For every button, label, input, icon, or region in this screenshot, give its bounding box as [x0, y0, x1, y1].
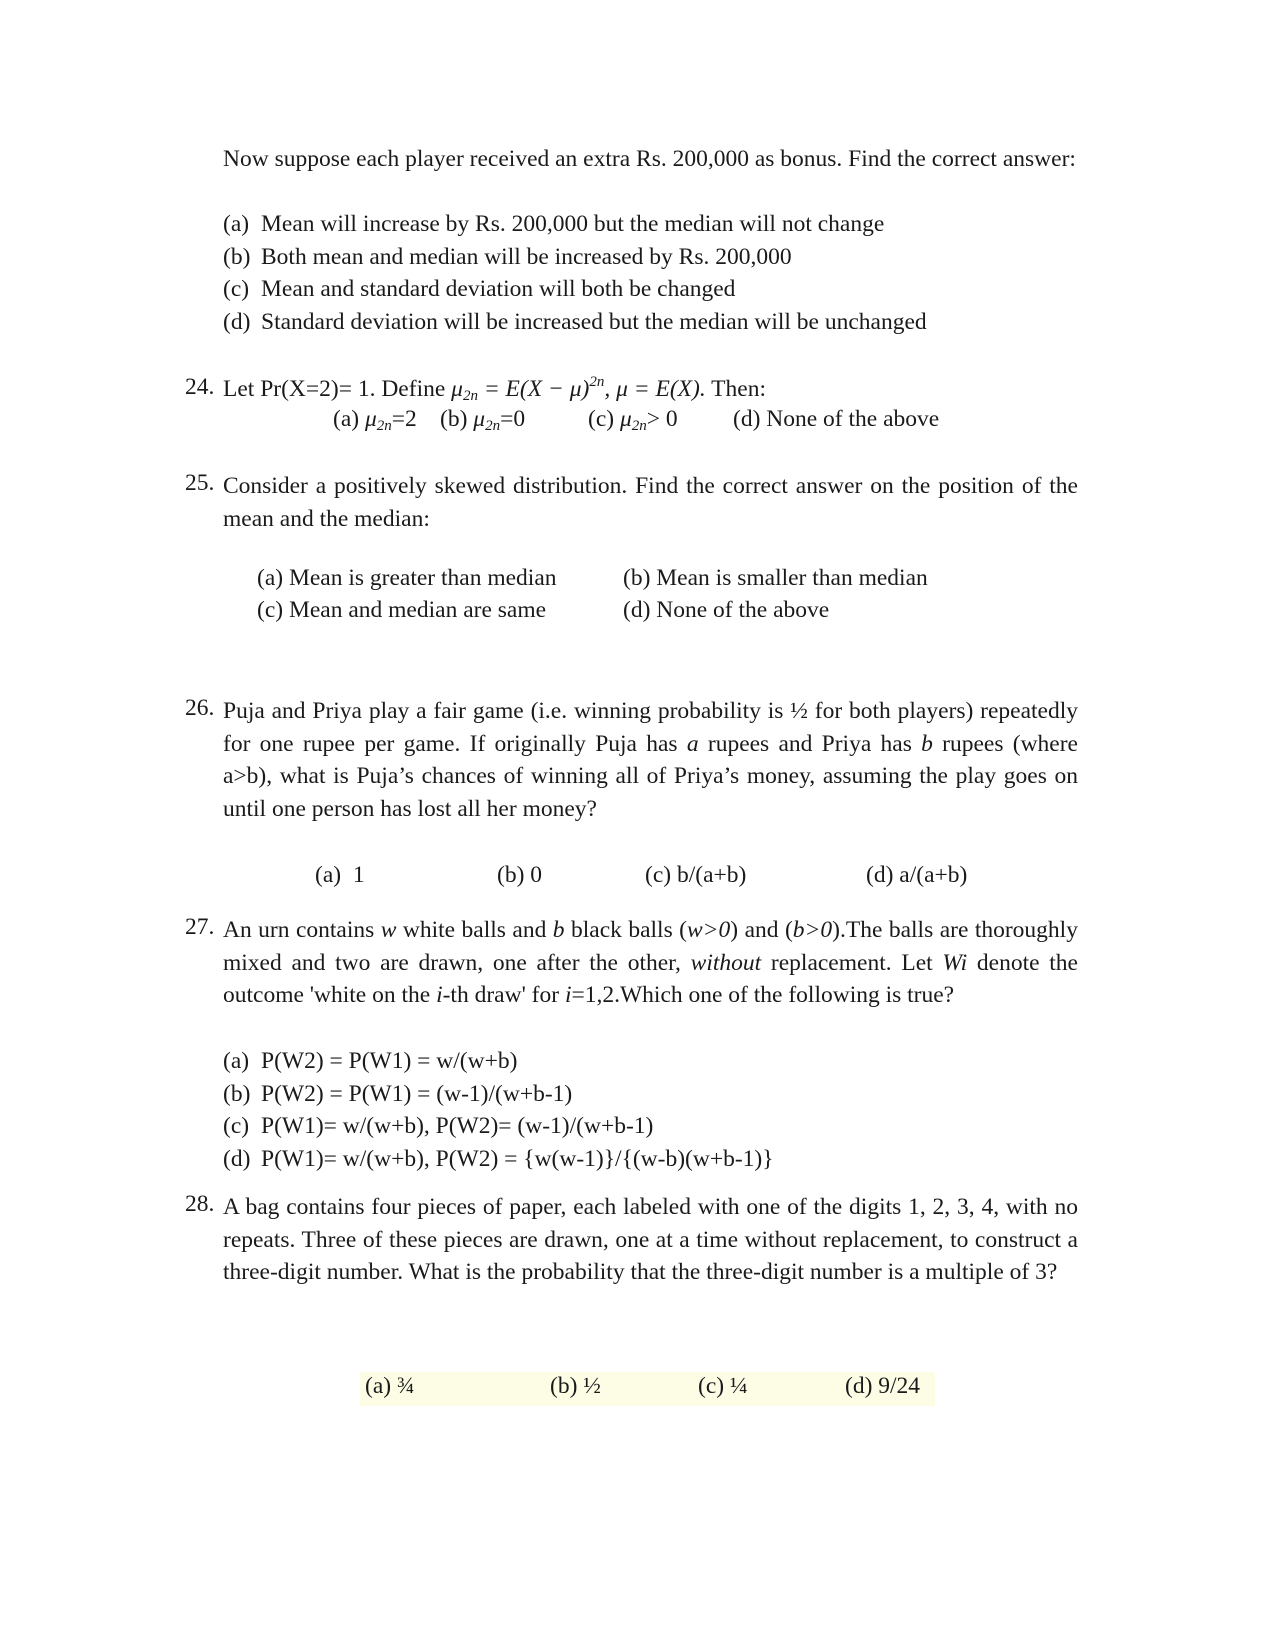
q26-option-c: (c) b/(a+b) [645, 862, 747, 888]
q24-text: Let Pr(X=2)= 1. Define $\mu_{2n} = E(X - \mu)^{2n}$, μ = E(X). Then: [223, 374, 766, 404]
q28-option-d: (d) 9/24 [845, 1373, 921, 1399]
q25-option-d: (d) None of the above [623, 597, 830, 623]
q27-option-a: (a) P(W2) = P(W1) = w/(w+b) [223, 1048, 518, 1074]
q28-number: 28. [185, 1191, 215, 1217]
q23-option-a: (a) Mean will increase by Rs. 200,000 but the median will not change [223, 211, 885, 237]
q25-option-c: (c) Mean and median are same [257, 597, 547, 623]
q25-number: 25. [185, 470, 215, 496]
q26-option-a: (a) 1 [315, 862, 365, 888]
q23-options [223, 208, 927, 339]
q26-option-b: (b) 0 [497, 862, 543, 888]
q25-option-b: (b) Mean is smaller than median [623, 565, 928, 591]
q24-option-a: (a) $\mu_{2n}=2$ [333, 406, 417, 434]
q23-option-c: (c) Mean and standard deviation will both be changed [223, 276, 736, 303]
q24-option-b: (b) $\mu_{2n}=0$ [440, 406, 526, 434]
q26-number: 26. [185, 695, 215, 721]
q27-option-c: (c) P(W1)= w/(w+b), P(W2)= (w-1)/(w+b-1) [223, 1113, 654, 1140]
q28-option-c: (c) ¼ [698, 1373, 748, 1399]
q28-text: A bag contains four pieces of paper, each labeled with one of the digits 1, 2, 3, 4, with no repeats. Three of these pieces are drawn, one at a time without replacement, to construct a three-digit number. What is the probability that the three-digit number is a multiple of 3? [223, 1194, 1078, 1286]
q27-options [223, 1045, 774, 1176]
q23-option-b: (b) Both mean and median will be increased by Rs. 200,000 [223, 243, 792, 270]
q27-option-b: (b) P(W2) = P(W1) = (w-1)/(w+b-1) [223, 1080, 573, 1107]
q24-number: 24. [185, 374, 215, 400]
q25-text: Consider a positively skewed distribution. Find the correct answer on the position of the mean and the median: [223, 473, 1078, 532]
q27-number: 27. [185, 914, 215, 940]
q26-option-d: (d) a/(a+b) [866, 862, 968, 888]
q24-option-c: (c) $\mu_{2n}> 0$ [588, 406, 678, 434]
q26-text: Puja and Priya play a fair game (i.e. winning probability is ½ for both players) repeatedly for one rupee per game. If originally Puja has a rupees and Priya has b rupees (where a>b), what is Puja’s chances of winning all of Priya’s money, assuming the play goes on until one person has lost all her money? [223, 698, 1078, 823]
q23-text: Now suppose each player received an extra Rs. 200,000 as bonus. Find the correct answer: [223, 146, 1076, 172]
q23-option-d: (d) Standard deviation will be increased but the median will be unchanged [223, 309, 927, 336]
q27-option-d: (d) P(W1)= w/(w+b), P(W2) = {w(w-1)}/{(w-b)(w+b-1)} [223, 1146, 774, 1173]
q27-text: An urn contains w white balls and b black balls (w>0) and (b>0).The balls are thoroughly mixed and two are drawn, one after the other, without replacement. Let Wi denote the outcome 'white on the i-th draw' for i=1,2.Which one of the following is true? [223, 917, 1078, 1009]
q24-option-d: (d) None of the above [733, 406, 940, 432]
q28-option-b: (b) ½ [550, 1373, 601, 1399]
q25-option-a: (a) Mean is greater than median [257, 565, 557, 591]
q28-option-a: (a) ¾ [365, 1373, 415, 1399]
